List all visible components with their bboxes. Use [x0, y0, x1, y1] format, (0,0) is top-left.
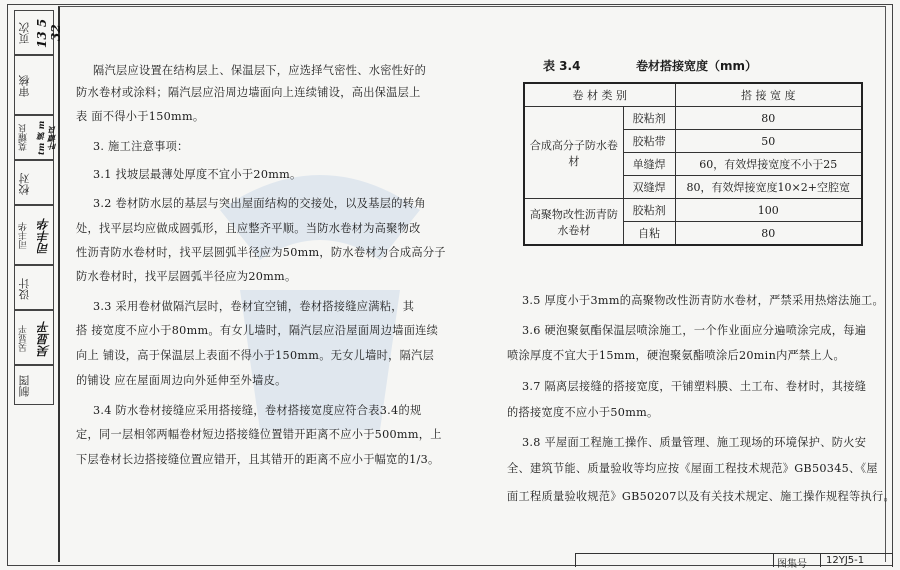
table-cell: 胶粘带	[623, 130, 675, 153]
sidebar-label: 制图	[18, 375, 31, 397]
sidebar-cell-design	[14, 265, 54, 310]
signature-mark: 司丰华	[37, 218, 51, 254]
paragraph-line: 3.2 卷材防水层的基层与突出屋面结构的交接处，以及基层的转角	[93, 197, 426, 210]
paragraph-line: 表 面不得小于150mm。	[76, 110, 205, 123]
table-header-cell: 搭 接 宽 度	[675, 83, 862, 107]
paragraph-line: 3.8 平屋面工程施工操作、质量管理、施工现场的环境保护、防火安	[522, 436, 867, 449]
sidebar-label: 设计	[18, 278, 31, 300]
paragraph-line: 3.5 厚度小于3mm的高聚物改性沥青防水卷材，严禁采用热熔法施工。	[522, 294, 884, 307]
paragraph-line: 的搭接宽度不应小于50mm。	[507, 406, 659, 419]
signature-mark: 13 5 32	[35, 18, 63, 48]
paragraph-line: 向上 铺设，高于保温层上表面不得小于150mm。无女儿墙时，隔汽层	[76, 349, 435, 362]
table-cell: 80	[675, 222, 862, 246]
paragraph-line: 喷涂厚度不宜大于15mm，硬泡聚氨酯喷涂后20min内严禁上人。	[507, 349, 845, 362]
table-cell: 100	[675, 199, 862, 222]
paragraph-line: 搭 接宽度不应小于80mm。有女儿墙时，隔汽层应沿屋面周边墙面连续	[76, 324, 439, 337]
sidebar-cell-review	[14, 55, 54, 115]
table-cell: 双缝焊	[623, 176, 675, 199]
paragraph-line: 防水卷材或涂料；隔汽层应沿周边墙面向上连续铺设，高出保温层上	[76, 86, 421, 99]
sidebar-label: 审核	[18, 75, 31, 97]
sidebar-label: 司丰华	[19, 222, 29, 250]
table-title: 卷材搭接宽度（mm）	[636, 59, 758, 73]
table-number: 表 3.4	[543, 59, 581, 73]
table-cell: 80	[675, 107, 862, 130]
sidebar-cell-reviewer	[14, 115, 57, 160]
paragraph-line: 3.4 防水卷材接缝应采用搭接缝，卷材搭接宽度应符合表3.4的规	[93, 404, 422, 417]
sidebar-cell-designer	[14, 310, 54, 365]
table-row	[524, 199, 862, 222]
paragraph-line: 性沥青防水卷材时，找平层圆弧半径应为50mm，防水卷材为合成高分子	[76, 246, 446, 259]
table-cell: 自粘	[623, 222, 675, 246]
sidebar-cell-checker	[14, 205, 54, 265]
paragraph-line: 下层卷材长边搭接缝位置应错开，且其错开的距离不应小于幅宽的1/3。	[76, 453, 440, 466]
table-header-row	[524, 83, 862, 107]
sidebar-cell-drawing	[14, 365, 54, 405]
atlas-number: 12YJ5-1	[826, 555, 865, 566]
lap-width-table	[523, 82, 863, 246]
sidebar-cell-page	[14, 10, 63, 55]
paragraph-line: 全、建筑节能、质量验收等均应按《屋面工程技术规范》GB50345、《屋	[507, 462, 878, 475]
table-row	[524, 107, 862, 130]
signature-mark: tm 谟 m 叶谭良	[36, 120, 57, 156]
table-header-cell: 卷 材 类 别	[524, 83, 675, 107]
sidebar-label: 吴显平	[19, 325, 29, 353]
table-cell: 胶粘剂	[623, 199, 675, 222]
table-group-cell: 合成高分子防水卷材	[524, 107, 623, 199]
title-block-divider	[820, 553, 821, 567]
table-cell: 胶粘剂	[623, 107, 675, 130]
paragraph-line: 3.7 隔离层接缝的搭接宽度，干铺塑料膜、土工布、卷材时，其接缝	[522, 380, 867, 393]
table-cell: 60，有效焊接宽度不小于25	[675, 153, 862, 176]
table-cell: 50	[675, 130, 862, 153]
paragraph-line: 3.3 采用卷材做隔汽层时，卷材宜空铺，卷材搭接缝应满粘，其	[93, 300, 415, 313]
section-heading: 3. 施工注意事项：	[93, 140, 189, 153]
paragraph-line: 处，找平层均应做成圆弧形，且应整齐平顺。当防水卷材为高聚物改	[76, 222, 421, 235]
signature-mark: 吴显平	[37, 321, 51, 357]
paragraph-line: 隔汽层应设置在结构层上、保温层下，应选择气密性、水密性好的	[93, 64, 427, 77]
sidebar-label: 校对	[18, 173, 31, 195]
table-cell: 80，有效焊接宽度10×2+空腔宽	[675, 176, 862, 199]
paragraph-line: 的铺设 应在屋面周边向外延伸至外墙皮。	[76, 374, 287, 387]
paragraph-line: 定，同一层相邻两幅卷材短边搭接缝位置错开距离不应小于500mm，上	[76, 428, 442, 441]
atlas-number-label: 图集号	[777, 559, 807, 570]
signature-column	[14, 10, 63, 405]
paragraph-line: 3.6 硬泡聚氨酯保温层喷涂施工，一个作业面应分遍喷涂完成，每遍	[522, 324, 867, 337]
table-group-cell: 高聚物改性沥青防水卷材	[524, 199, 623, 246]
paragraph-line: 防水卷材时，找平层圆弧半径应为20mm。	[76, 270, 297, 283]
sidebar-label: 莫耀良	[19, 124, 29, 152]
sidebar-cell-check	[14, 160, 54, 205]
sidebar-label: 页次	[18, 22, 31, 44]
title-block-divider	[773, 553, 774, 567]
paragraph-line: 面工程质量验收规范》GB50207以及有关技术规定、施工操作规程等执行。	[507, 490, 895, 503]
table-cell: 单缝焊	[623, 153, 675, 176]
paragraph-line: 3.1 找坡层最薄处厚度不宜小于20mm。	[93, 168, 302, 181]
